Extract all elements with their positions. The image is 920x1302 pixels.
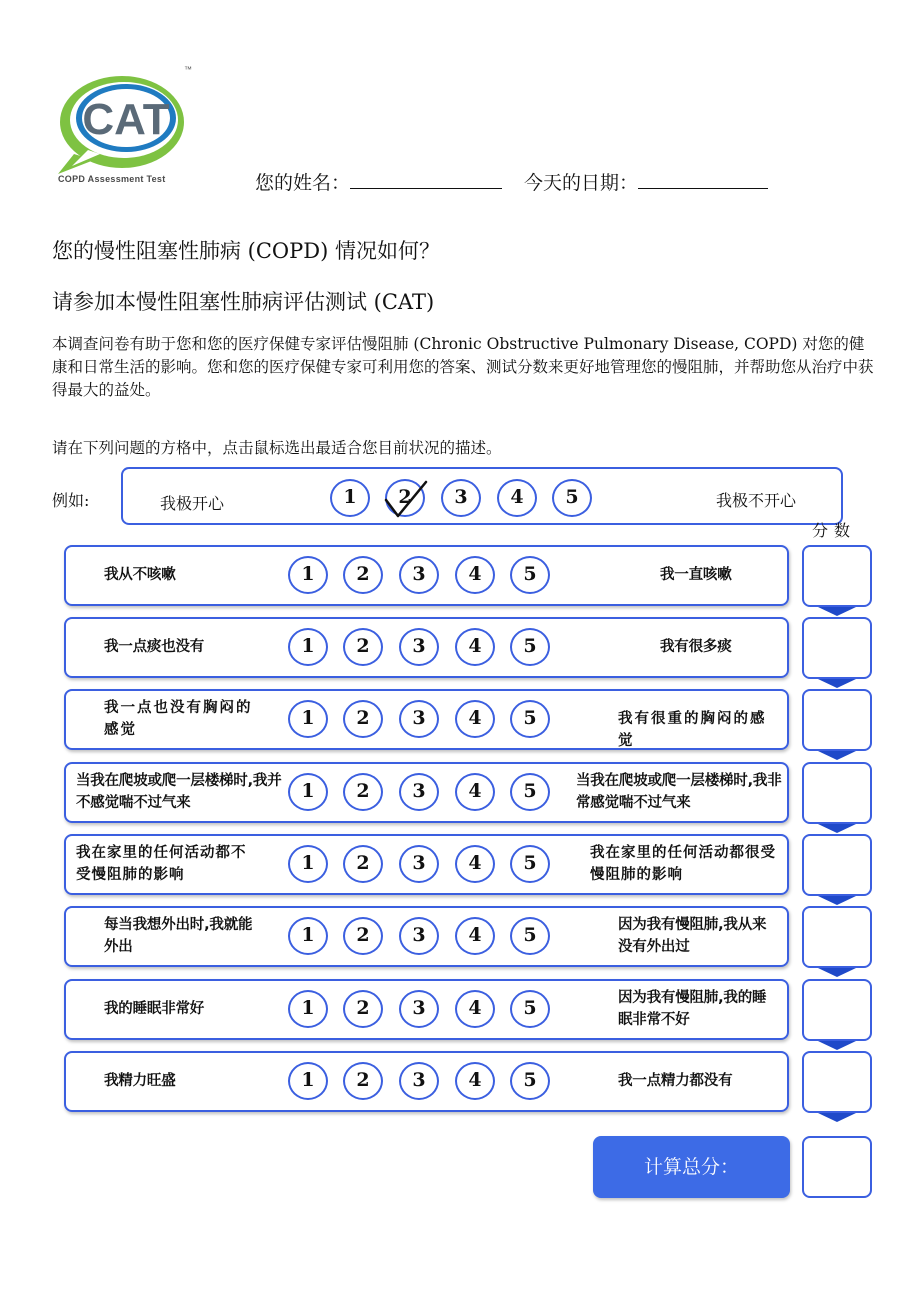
scale-option-1[interactable]: 1 xyxy=(288,845,328,883)
question-left-text: 我从不咳嗽 xyxy=(104,567,176,583)
name-date-row xyxy=(255,168,768,195)
question-left-text: 我一点也没有胸闷的感觉 xyxy=(104,700,253,738)
scale-option-2[interactable]: 2 xyxy=(343,700,383,738)
arrow-down-icon xyxy=(818,751,856,760)
scale-option-4[interactable]: 4 xyxy=(455,845,495,883)
question-right-text: 我在家里的任何活动都很受慢阻肺的影响 xyxy=(590,845,776,883)
score-box[interactable] xyxy=(802,1051,872,1113)
arrow-down-icon xyxy=(818,1041,856,1050)
scale-option-4[interactable]: 4 xyxy=(455,917,495,955)
arrow-down-icon xyxy=(818,1113,856,1122)
scale-option-2[interactable]: 2 xyxy=(343,1062,383,1100)
question-right-text: 我有很多痰 xyxy=(660,639,732,655)
question-left-text: 我在家里的任何活动都不受慢阻肺的影响 xyxy=(76,845,247,883)
scale-option-2[interactable]: 2 xyxy=(343,773,383,811)
score-box[interactable] xyxy=(802,834,872,896)
score-box[interactable] xyxy=(802,545,872,607)
scale-option-3[interactable]: 3 xyxy=(399,700,439,738)
scale-option-4[interactable]: 4 xyxy=(455,990,495,1028)
question-left-text: 我的睡眠非常好 xyxy=(104,1001,205,1017)
scale-option-5[interactable]: 5 xyxy=(510,990,550,1028)
example-scale-option: 3 xyxy=(441,479,481,517)
arrow-down-icon xyxy=(818,968,856,977)
question-right-text: 我一直咳嗽 xyxy=(660,567,732,583)
date-field[interactable] xyxy=(638,172,768,189)
scale-option-3[interactable]: 3 xyxy=(399,845,439,883)
scale-option-5[interactable]: 5 xyxy=(510,845,550,883)
question-right-text: 当我在爬坡或爬一层楼梯时,我非常感觉喘不过气来 xyxy=(576,773,782,811)
question-right-text: 因为我有慢阻肺,我从来没有外出过 xyxy=(618,917,767,955)
name-field[interactable] xyxy=(350,172,502,189)
cat-logo xyxy=(52,62,202,190)
example-right-text: 我极不开心 xyxy=(716,491,797,510)
scale-option-4[interactable]: 4 xyxy=(455,628,495,666)
question-left-text: 我一点痰也没有 xyxy=(104,639,205,655)
scale-option-5[interactable]: 5 xyxy=(510,556,550,594)
score-header: 分数 xyxy=(812,521,857,540)
scale-option-1[interactable]: 1 xyxy=(288,773,328,811)
question-right-text: 我一点精力都没有 xyxy=(618,1073,733,1089)
scale-option-5[interactable]: 5 xyxy=(510,917,550,955)
scale-option-3[interactable]: 3 xyxy=(399,990,439,1028)
page-subtitle: 请参加本慢性阻塞性肺病评估测试 (CAT) xyxy=(52,290,435,314)
calculate-total-button[interactable]: 计算总分： xyxy=(593,1136,790,1198)
question-right-text: 我有很重的胸闷的感觉 xyxy=(618,711,767,749)
name-label: 您的姓名： xyxy=(255,172,351,194)
intro-paragraph: 本调查问卷有助于您和您的医疗保健专家评估慢阻肺 (Chronic Obstructive Pulmonary Disease, COPD) 对您的健康和日常生活的影响。您和您的医疗保健专家可利用您的答案、测试分数来更好地管理您的慢阻肺，并帮助您从治疗中获得最大的益处。 xyxy=(52,335,874,399)
scale-option-3[interactable]: 3 xyxy=(399,628,439,666)
scale-option-4[interactable]: 4 xyxy=(455,700,495,738)
logo-subtitle: COPD Assessment Test xyxy=(58,174,166,184)
example-scale-option: 4 xyxy=(497,479,537,517)
instruction-text: 请在下列问题的方格中，点击鼠标选出最适合您目前状况的描述。 xyxy=(52,439,502,457)
checkmark-icon xyxy=(382,478,430,520)
scale-option-2[interactable]: 2 xyxy=(343,917,383,955)
scale-option-2[interactable]: 2 xyxy=(343,556,383,594)
scale-option-2[interactable]: 2 xyxy=(343,628,383,666)
example-scale-option: 1 xyxy=(330,479,370,517)
total-score-box[interactable] xyxy=(802,1136,872,1198)
arrow-down-icon xyxy=(818,679,856,688)
score-box[interactable] xyxy=(802,906,872,968)
question-left-text: 每当我想外出时,我就能外出 xyxy=(104,917,253,955)
scale-option-5[interactable]: 5 xyxy=(510,773,550,811)
scale-option-1[interactable]: 1 xyxy=(288,990,328,1028)
arrow-down-icon xyxy=(818,824,856,833)
question-left-text: 我精力旺盛 xyxy=(104,1073,176,1089)
question-right-text: 因为我有慢阻肺,我的睡眠非常不好 xyxy=(618,990,767,1028)
scale-option-1[interactable]: 1 xyxy=(288,700,328,738)
question-left-text: 当我在爬坡或爬一层楼梯时,我并不感觉喘不过气来 xyxy=(76,773,282,811)
arrow-down-icon xyxy=(818,607,856,616)
svg-text:™: ™ xyxy=(184,65,192,74)
scale-option-1[interactable]: 1 xyxy=(288,628,328,666)
scale-option-2[interactable]: 2 xyxy=(343,845,383,883)
page-title: 您的慢性阻塞性肺病 (COPD) 情况如何？ xyxy=(52,239,440,263)
scale-option-5[interactable]: 5 xyxy=(510,628,550,666)
score-box[interactable] xyxy=(802,689,872,751)
arrow-down-icon xyxy=(818,896,856,905)
scale-option-3[interactable]: 3 xyxy=(399,917,439,955)
score-box[interactable] xyxy=(802,617,872,679)
scale-option-1[interactable]: 1 xyxy=(288,1062,328,1100)
score-box[interactable] xyxy=(802,762,872,824)
scale-option-3[interactable]: 3 xyxy=(399,556,439,594)
scale-option-4[interactable]: 4 xyxy=(455,556,495,594)
example-label: 例如: xyxy=(52,491,90,510)
score-box[interactable] xyxy=(802,979,872,1041)
scale-option-4[interactable]: 4 xyxy=(455,1062,495,1100)
example-scale-option: 5 xyxy=(552,479,592,517)
scale-option-5[interactable]: 5 xyxy=(510,700,550,738)
scale-option-3[interactable]: 3 xyxy=(399,773,439,811)
date-label: 今天的日期： xyxy=(524,172,639,194)
scale-option-3[interactable]: 3 xyxy=(399,1062,439,1100)
scale-option-2[interactable]: 2 xyxy=(343,990,383,1028)
scale-option-1[interactable]: 1 xyxy=(288,917,328,955)
example-left-text: 我极开心 xyxy=(160,494,225,513)
scale-option-5[interactable]: 5 xyxy=(510,1062,550,1100)
example-scale-option: 2 xyxy=(385,479,425,517)
logo-text: CAT xyxy=(82,95,170,144)
scale-option-4[interactable]: 4 xyxy=(455,773,495,811)
scale-option-1[interactable]: 1 xyxy=(288,556,328,594)
